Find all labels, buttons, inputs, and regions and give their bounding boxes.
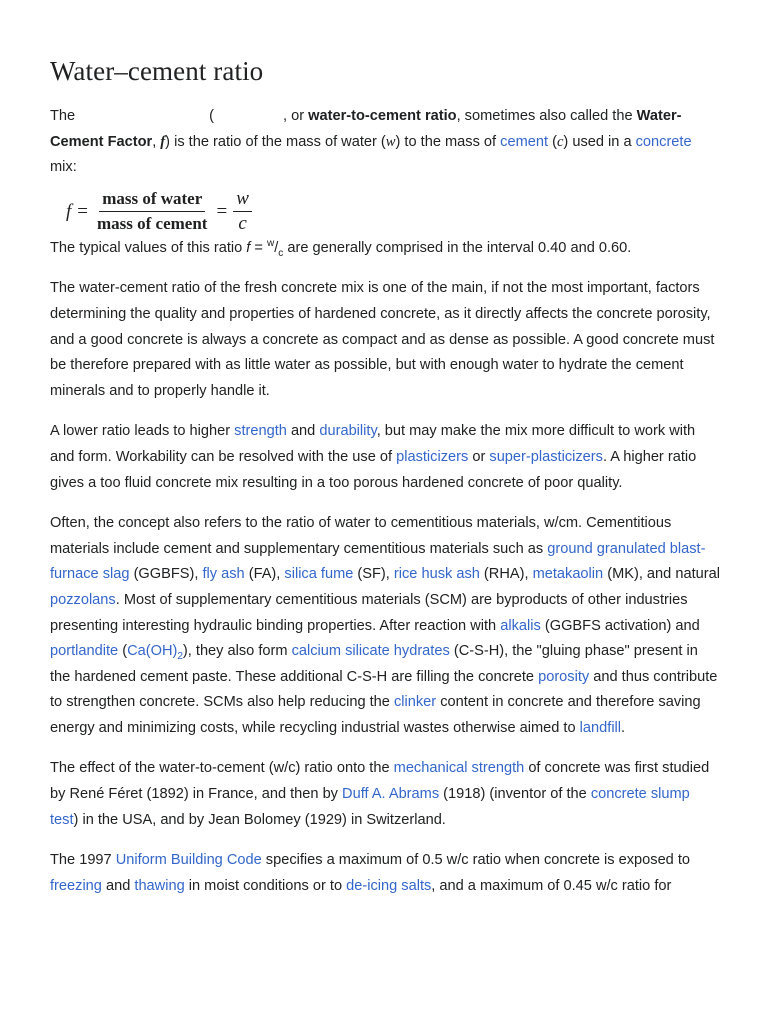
link-plasticizers[interactable]: plasticizers: [396, 448, 469, 465]
link-alkalis[interactable]: alkalis: [500, 617, 541, 634]
ratio-effects-paragraph: A lower ratio leads to higher strength and durability, but may make the mix more difficult to work with and form. Workability can be resolved with the use of plasticizers or super-plasticizers. A higher ratio gives a too fluid concrete mix resulting in a too porous hardened concrete of poor quality.: [50, 423, 697, 491]
link-thawing[interactable]: thawing: [134, 877, 185, 894]
fraction-symbols: $\frac{w}{c}$: [233, 189, 252, 234]
link-calcium-silicate-hydrates[interactable]: calcium silicate hydrates: [291, 643, 450, 660]
link-mechanical-strength[interactable]: mechanical strength: [393, 760, 525, 777]
link-duff-abrams[interactable]: Duff A. Abrams: [342, 786, 440, 803]
building-code-paragraph: The 1997 Uniform Building Code specifies a maximum of 0.5 w/c ratio when concrete is exposed to freezing and thawing in moist conditions or to de-icing salts, and a maximum of 0.45 w/c ratio for: [50, 852, 691, 894]
link-slump-test[interactable]: concrete slump test: [50, 786, 690, 828]
typical-values-paragraph: The typical values of this ratio $f = ^w/_c$ are generally comprised in the interval 0.40 and 0.60.: [50, 237, 632, 259]
link-calcium-hydroxide[interactable]: $Ca(OH)_2$: [127, 643, 183, 662]
link-porosity[interactable]: porosity: [538, 668, 590, 685]
formula-lhs: f: [66, 200, 72, 222]
fraction-words: $\frac{\text{mass of water}}{\text{mass of cement}}$: [97, 189, 208, 234]
factor-name-bold: Water-Cement Factor: [50, 108, 682, 150]
link-freezing[interactable]: freezing: [50, 877, 102, 894]
page-title: Water–cement ratio: [50, 56, 264, 86]
link-clinker[interactable]: clinker: [393, 694, 437, 711]
link-strength[interactable]: strength: [234, 423, 287, 440]
link-super-plasticizers[interactable]: super-plasticizers: [489, 448, 603, 465]
link-portlandite[interactable]: portlandite: [50, 643, 119, 660]
cementitious-paragraph: Often, the concept also refers to the ratio of water to cementitious materials, w/cm. Cementitious materials include cement and supplementary cementitious materials such as ground granulated blast-furnace slag (GGBFS), fly ash (FA), silica fume (SF), rice husk ash (RHA), metakaolin (MK), and natural pozzolans. Most of supplementary cementitious materials (SCM) are byproducts of other industries presenting interesting hydraulic binding properties. After reaction with alkalis (GGBFS activation) and portlandite $(Ca(OH)_2)$, they also form calcium silicate hydrates (C-S-H), the "gluing phase" present in the hardened cement paste. These additional C-S-H are filling the concrete porosity and thus contribute to strengthen concrete. SCMs also help reducing the clinker content in concrete and therefore saving energy and minimizing costs, while recycling industrial wastes otherwise aimed to landfill.: [50, 515, 720, 736]
link-silica-fume[interactable]: silica fume: [284, 566, 354, 583]
ratio-formula: f = $\frac{\text{mass of water}}{\text{mass of cement}}$ = $\frac{w}{c}$: [66, 186, 720, 238]
link-concrete[interactable]: concrete: [635, 133, 692, 150]
link-rice-husk-ash[interactable]: rice husk ash: [393, 566, 480, 583]
history-paragraph: The effect of the water-to-cement (w/c) ratio onto the mechanical strength of concrete was first studied by René Féret (1892) in France, and then by Duff A. Abrams (1918) (inventor of the concrete slump test) in the USA, and by Jean Bolomey (1929) in Switzerland.: [50, 760, 710, 828]
link-pozzolans[interactable]: pozzolans: [50, 591, 116, 608]
article-body: [50, 104, 720, 914]
link-ggbfs[interactable]: ground granulated blast-furnace slag: [50, 540, 706, 583]
importance-paragraph: The water-cement ratio of the fresh concrete mix is one of the main, if not the most important, factors determining the quality and properties of hardened concrete, as it directly affects the concrete porosity, and a good concrete is always a concrete as compact and as dense as possible. A good concrete must be therefore prepared with as little water as possible, but with enough water to hydrate the cement minerals and to properly handle it.: [50, 280, 715, 399]
link-cement[interactable]: cement: [500, 133, 549, 150]
link-fly-ash[interactable]: fly ash: [202, 566, 245, 583]
link-landfill[interactable]: landfill: [579, 719, 622, 736]
link-metakaolin[interactable]: metakaolin: [532, 566, 604, 583]
alt-name-bold: water-to-cement ratio: [308, 108, 457, 124]
intro-paragraph: The ( , or water-to-cement ratio, sometimes also called the Water-Cement Factor, f) is the ratio of the mass of water (w) to the mass of cement (c) used in a concrete mix:: [50, 108, 692, 176]
link-uniform-building-code[interactable]: Uniform Building Code: [115, 852, 262, 869]
link-durability[interactable]: durability: [319, 423, 377, 440]
link-de-icing-salts[interactable]: de-icing salts: [346, 877, 432, 894]
